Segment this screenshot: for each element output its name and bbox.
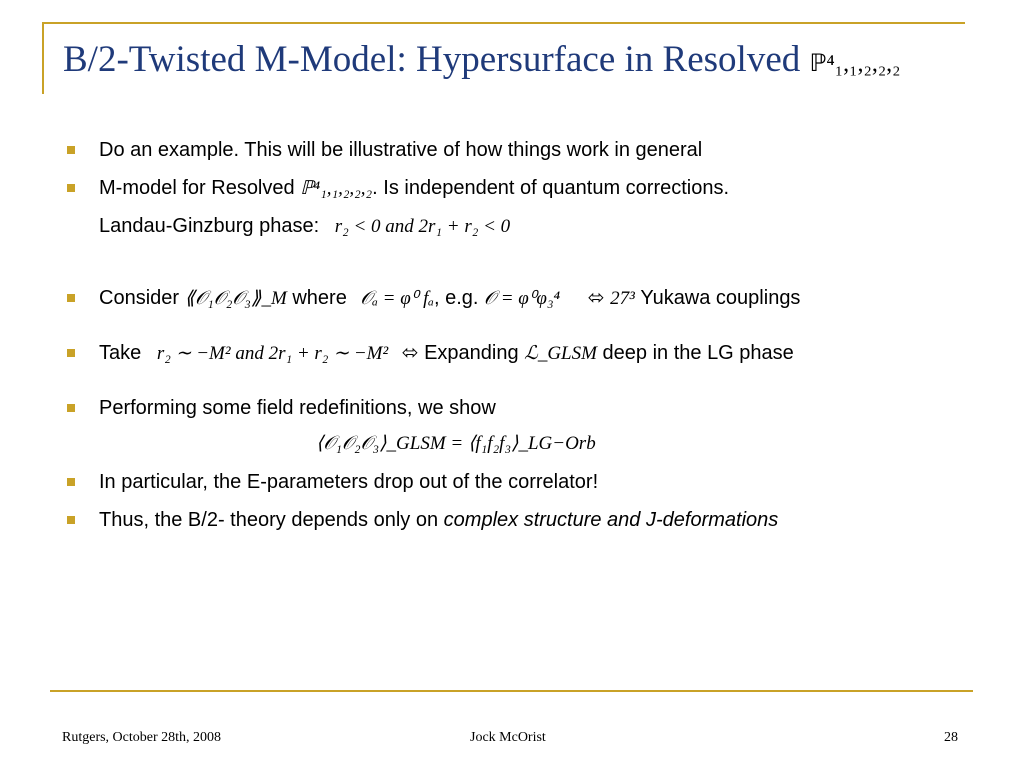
title-frame-top-rule [42, 22, 965, 24]
bullet-text-part: deep in the LG phase [602, 342, 794, 364]
math-p-resolved: ℙ⁴₁,₁,₂,₂,₂ [300, 178, 373, 199]
bullet-marker [67, 294, 75, 302]
bullet-marker [67, 516, 75, 524]
bullet-marker [67, 146, 75, 154]
slide-title-math: ℙ⁴₁,₁,₂,₂,₂ [809, 51, 901, 77]
slide-title [63, 38, 901, 81]
title-frame-left-rule [42, 22, 44, 94]
bullet-text: Performing some field redefinitions, we show [99, 397, 496, 419]
bullet-marker [67, 349, 75, 357]
bullet-marker [67, 404, 75, 412]
slide-title-text: B/2-Twisted M-Model: Hypersurface in Resolved [63, 39, 801, 80]
bullet-text-part: Expanding [424, 342, 519, 364]
footer-rule [50, 690, 973, 692]
bullet-text [99, 341, 794, 366]
bullet-text-part: where [292, 287, 347, 309]
bullet-text-part: Thus, the B/2- theory depends only on [99, 509, 439, 531]
math-count: 27³ [610, 288, 635, 309]
bullet-text-part: . Is independent of quantum corrections. [372, 177, 730, 199]
lg-phase-label: Landau-Ginzburg phase: [99, 215, 320, 237]
iff-arrow-icon: ⬄ [401, 342, 419, 364]
bullet-text: In particular, the E-parameters drop out of the correlator! [99, 471, 599, 493]
footer-author: Jock McOrist [470, 730, 546, 745]
math-o-example: 𝒪 = φ⁰φ₃⁴ [484, 288, 561, 309]
bullet-text-part: Consider [99, 287, 180, 309]
footer-venue-date: Rutgers, October 28th, 2008 [62, 730, 222, 745]
math-oa-def: 𝒪ₐ = φ⁰ fₐ [360, 288, 434, 309]
math-lagrangian: ℒ_GLSM [524, 343, 597, 364]
bullet-marker [67, 478, 75, 486]
bullet-text-part: , e.g. [433, 287, 479, 309]
bullet-continuation [99, 214, 510, 239]
bullet-text [99, 286, 800, 311]
bullet-marker [67, 184, 75, 192]
bullet-text [99, 176, 729, 201]
bullet-text-emphasis: complex structure and J-deformations [443, 509, 779, 531]
bullet-text: Do an example. This will be illustrative of how things work in general [99, 139, 703, 161]
iff-arrow-icon: ⬄ [587, 287, 605, 309]
math-lg-phase: r₂ < 0 and 2r₁ + r₂ < 0 [334, 216, 511, 237]
page-number: 28 [944, 730, 958, 745]
bullet-text-part: Yukawa couplings [640, 287, 801, 309]
bullet-text [99, 508, 778, 532]
bullet-text-part: Take [99, 342, 142, 364]
main-equation: ⟨𝒪₁𝒪₂𝒪₃⟩_GLSM = ⟨f₁f₂f₃⟩_LG−Orb [316, 433, 596, 454]
math-take-limit: r₂ ∼ −M² and 2r₁ + r₂ ∼ −M² [156, 343, 389, 364]
math-correlator-m: ⟪𝒪₁𝒪₂𝒪₃⟫_M [184, 288, 287, 309]
bullet-text-part: M-model for Resolved [99, 177, 295, 199]
